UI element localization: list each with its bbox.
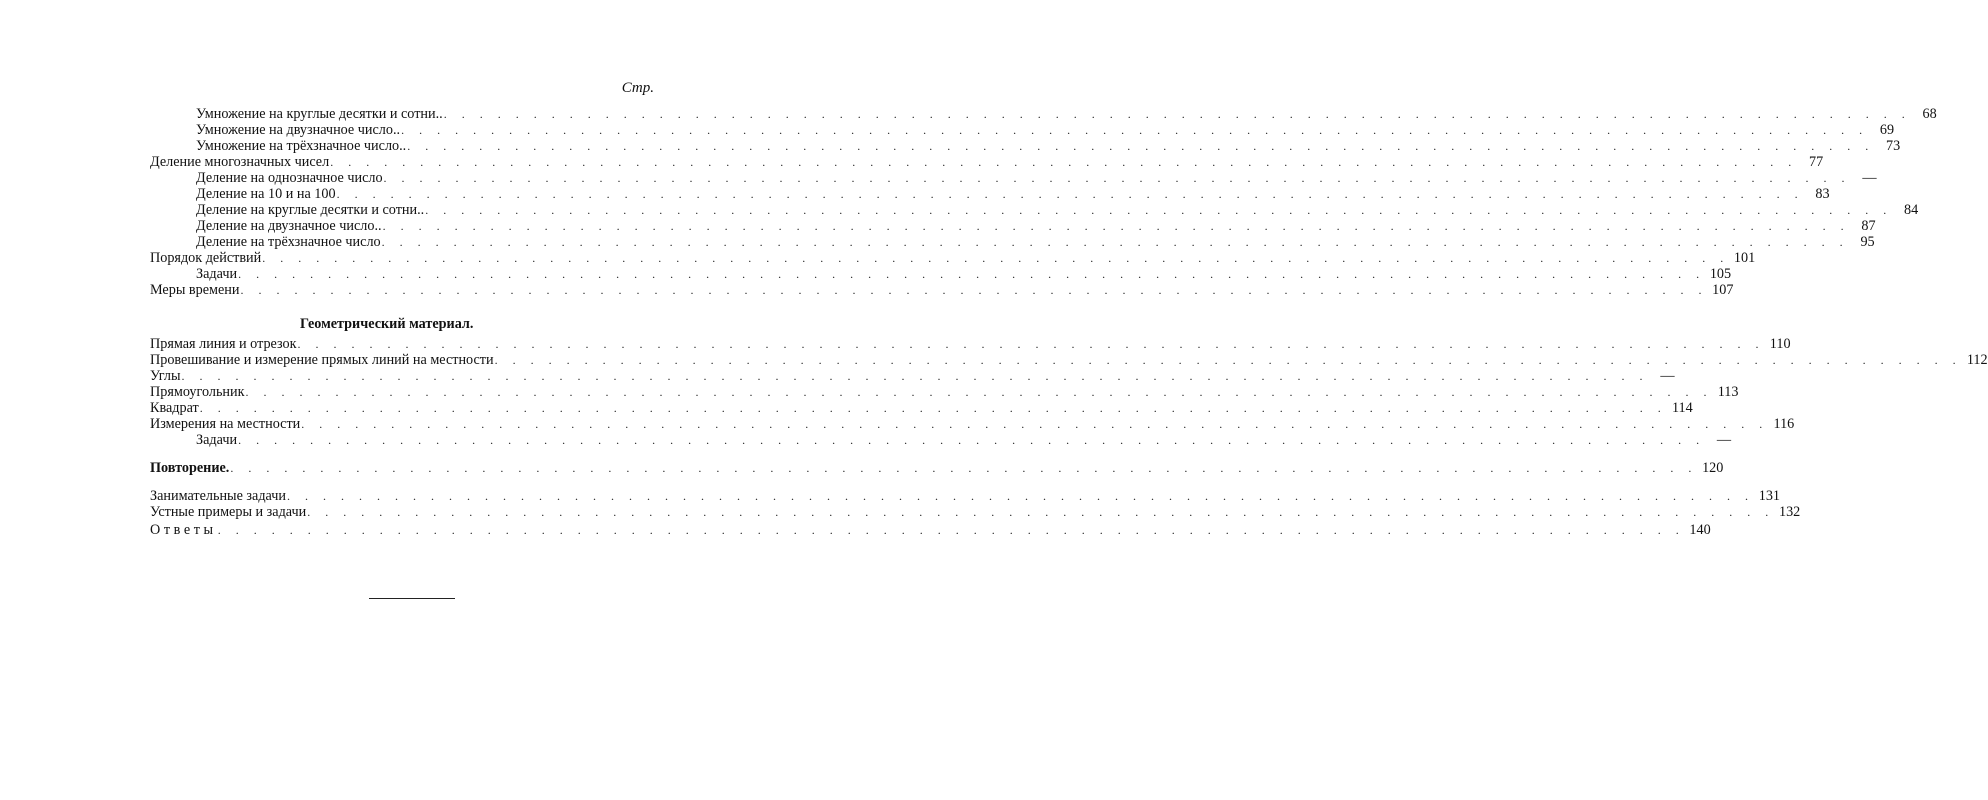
toc-entry-title: Повторение. bbox=[150, 460, 230, 476]
toc-entry bbox=[150, 352, 1988, 368]
toc-entry-page: 105 bbox=[1709, 266, 1732, 282]
toc-entry bbox=[196, 122, 1895, 138]
dot-leader: . . . . . . . . . . . . . . . . . . . . . . . . . . . . . . . . . . . . . . . . . . . . . . . . . . . . . . . . . . . . . . . . . . . . . . . . . . . . . . . . . . bbox=[245, 385, 1713, 399]
toc-entry bbox=[150, 282, 1734, 298]
dot-leader: . . . . . . . . . . . . . . . . . . . . . . . . . . . . . . . . . . . . . . . . . . . . . . . . . . . . . . . . . . . . . . . . . . . . . . . . . . . . . . . . . . bbox=[181, 369, 1649, 383]
dot-leader: . . . . . . . . . . . . . . . . . . . . . . . . . . . . . . . . . . . . . . . . . . . . . . . . . . . . . . . . . . . . . . . . . . . . . . . . . . . . . . . . . . bbox=[383, 171, 1851, 185]
toc-entry-page: 112 bbox=[1966, 352, 1988, 368]
toc-entry bbox=[196, 202, 1919, 218]
dot-leader: . . . . . . . . . . . . . . . . . . . . . . . . . . . . . . . . . . . . . . . . . . . . . . . . . . . . . . . . . . . . . . . . . . . . . . . . . . . . . . . . . . bbox=[336, 187, 1804, 201]
toc-entry-title: Деление многозначных чисел bbox=[150, 154, 330, 170]
toc-entry-page: 140 bbox=[1689, 522, 1711, 538]
toc-entry bbox=[150, 154, 1824, 170]
toc-entry bbox=[196, 266, 1732, 282]
toc-entry-title: Деление на однозначное число bbox=[196, 170, 383, 186]
section-heading: Геометрический материал. bbox=[300, 316, 474, 332]
dot-leader: . . . . . . . . . . . . . . . . . . . . . . . . . . . . . . . . . . . . . . . . . . . . . . . . . . . . . . . . . . . . . . . . . . . . . . . . . . . . . . . . . . bbox=[407, 139, 1875, 153]
toc-entry-title: Умножение на круглые десятки и сотни.. bbox=[196, 106, 443, 122]
toc-entry-title: Порядок действий bbox=[150, 250, 262, 266]
toc-entry-page: 107 bbox=[1712, 282, 1734, 298]
toc-entry bbox=[196, 432, 1732, 448]
toc-entry bbox=[196, 170, 1877, 186]
toc-entry-page: 73 bbox=[1886, 138, 1901, 154]
toc-entry-title: Меры времени bbox=[150, 282, 240, 298]
dot-leader: . . . . . . . . . . . . . . . . . . . . . . . . . . . . . . . . . . . . . . . . . . . . . . . . . . . . . . . . . . . . . . . . . . . . . . . . . . . . . . . . . . bbox=[425, 203, 1893, 217]
toc-entry-title: Углы bbox=[150, 368, 181, 384]
dot-leader: . . . . . . . . . . . . . . . . . . . . . . . . . . . . . . . . . . . . . . . . . . . . . . . . . . . . . . . . . . . . . . . . . . . . . . . . . . . . . . . . . . bbox=[494, 353, 1962, 367]
toc-entry-title: Прямая линия и отрезок bbox=[150, 336, 297, 352]
toc-entry-page: 110 bbox=[1769, 336, 1791, 352]
toc-entry-page: 132 bbox=[1778, 504, 1801, 520]
end-separator-line bbox=[369, 598, 455, 599]
toc-entry bbox=[196, 138, 1901, 154]
toc-entry bbox=[150, 460, 1724, 476]
toc-entry-page: 84 bbox=[1904, 202, 1919, 218]
toc-entry bbox=[150, 416, 1795, 432]
toc-entry bbox=[150, 384, 1739, 400]
toc-entry-title: Деление на трёхзначное число bbox=[196, 234, 381, 250]
toc-entry-page: 101 bbox=[1733, 250, 1756, 266]
dot-leader: . . . . . . . . . . . . . . . . . . . . . . . . . . . . . . . . . . . . . . . . . . . . . . . . . . . . . . . . . . . . . . . . . . . . . . . . . . . . . . . . . . bbox=[382, 219, 1850, 233]
toc-entry-title: Провешивание и измерение прямых линий на местности bbox=[150, 352, 494, 368]
dot-leader: . . . . . . . . . . . . . . . . . . . . . . . . . . . . . . . . . . . . . . . . . . . . . . . . . . . . . . . . . . . . . . . . . . . . . . . . . . . . . . . . . . bbox=[262, 251, 1730, 265]
dot-leader: . . . . . . . . . . . . . . . . . . . . . . . . . . . . . . . . . . . . . . . . . . . . . . . . . . . . . . . . . . . . . . . . . . . . . . . . . . . . . . . . . . bbox=[330, 155, 1798, 169]
dot-leader: . . . . . . . . . . . . . . . . . . . . . . . . . . . . . . . . . . . . . . . . . . . . . . . . . . . . . . . . . . . . . . . . . . . . . . . . . . . . . . . . . . bbox=[240, 283, 1708, 297]
toc-entry bbox=[150, 400, 1693, 416]
toc-entry bbox=[150, 488, 1780, 504]
toc-entry-page: 83 bbox=[1815, 186, 1830, 202]
toc-entry bbox=[150, 522, 1711, 538]
toc-entry bbox=[196, 106, 1937, 122]
toc-entry-page: 116 bbox=[1773, 416, 1795, 432]
dot-leader: . . . . . . . . . . . . . . . . . . . . . . . . . . . . . . . . . . . . . . . . . . . . . . . . . . . . . . . . . . . . . . . . . . . . . . . . . . . . . . . . . . bbox=[217, 523, 1685, 537]
toc-entry-page: — bbox=[1862, 170, 1877, 186]
toc-entry-title: Прямоугольник bbox=[150, 384, 245, 400]
dot-leader: . . . . . . . . . . . . . . . . . . . . . . . . . . . . . . . . . . . . . . . . . . . . . . . . . . . . . . . . . . . . . . . . . . . . . . . . . . . . . . . . . . bbox=[401, 123, 1869, 137]
dot-leader: . . . . . . . . . . . . . . . . . . . . . . . . . . . . . . . . . . . . . . . . . . . . . . . . . . . . . . . . . . . . . . . . . . . . . . . . . . . . . . . . . . bbox=[297, 337, 1765, 351]
dot-leader: . . . . . . . . . . . . . . . . . . . . . . . . . . . . . . . . . . . . . . . . . . . . . . . . . . . . . . . . . . . . . . . . . . . . . . . . . . . . . . . . . . bbox=[199, 401, 1667, 415]
toc-entry-page: 131 bbox=[1758, 488, 1780, 504]
toc-entry bbox=[196, 218, 1876, 234]
toc-entry bbox=[150, 504, 1801, 520]
dot-leader: . . . . . . . . . . . . . . . . . . . . . . . . . . . . . . . . . . . . . . . . . . . . . . . . . . . . . . . . . . . . . . . . . . . . . . . . . . . . . . . . . . bbox=[381, 235, 1849, 249]
dot-leader: . . . . . . . . . . . . . . . . . . . . . . . . . . . . . . . . . . . . . . . . . . . . . . . . . . . . . . . . . . . . . . . . . . . . . . . . . . . . . . . . . . bbox=[301, 417, 1769, 431]
toc-entry-title: Квадрат bbox=[150, 400, 199, 416]
toc-entry-page: — bbox=[1716, 432, 1732, 448]
toc-entry-page: 113 bbox=[1717, 384, 1739, 400]
toc-entry-page: 68 bbox=[1922, 106, 1937, 122]
dot-leader: . . . . . . . . . . . . . . . . . . . . . . . . . . . . . . . . . . . . . . . . . . . . . . . . . . . . . . . . . . . . . . . . . . . . . . . . . . . . . . . . . . bbox=[443, 107, 1911, 121]
dot-leader: . . . . . . . . . . . . . . . . . . . . . . . . . . . . . . . . . . . . . . . . . . . . . . . . . . . . . . . . . . . . . . . . . . . . . . . . . . . . . . . . . . bbox=[307, 505, 1775, 519]
dot-leader: . . . . . . . . . . . . . . . . . . . . . . . . . . . . . . . . . . . . . . . . . . . . . . . . . . . . . . . . . . . . . . . . . . . . . . . . . . . . . . . . . . bbox=[238, 267, 1706, 281]
toc-entry-page: 114 bbox=[1671, 400, 1693, 416]
toc-entry-page: 95 bbox=[1860, 234, 1875, 250]
toc-entry-page: 120 bbox=[1702, 460, 1724, 476]
toc-entry-page: 69 bbox=[1879, 122, 1895, 138]
toc-entry-title: Занимательные задачи bbox=[150, 488, 286, 504]
toc-entry-page: 87 bbox=[1861, 218, 1876, 234]
toc-entry-page: — bbox=[1660, 368, 1675, 384]
dot-leader: . . . . . . . . . . . . . . . . . . . . . . . . . . . . . . . . . . . . . . . . . . . . . . . . . . . . . . . . . . . . . . . . . . . . . . . . . . . . . . . . . . bbox=[287, 489, 1754, 503]
toc-entry-title: Умножение на трёхзначное число.. bbox=[196, 138, 407, 154]
toc-entry-title: Задачи bbox=[196, 266, 238, 282]
toc-entry-page: 77 bbox=[1809, 154, 1824, 170]
toc-entry-title: Умножение на двузначное число.. bbox=[196, 122, 401, 138]
toc-entry-title: Ответы bbox=[150, 522, 217, 538]
toc-entry-title: Устные примеры и задачи bbox=[150, 504, 307, 520]
toc-entry-title: Деление на 10 и на 100 bbox=[196, 186, 336, 202]
page-column-label: Стр. bbox=[621, 80, 654, 96]
toc-entry-title: Деление на двузначное число.. bbox=[196, 218, 382, 234]
toc-entry-title: Деление на круглые десятки и сотни.. bbox=[196, 202, 425, 218]
toc-entry bbox=[196, 186, 1830, 202]
toc-entry bbox=[150, 250, 1756, 266]
dot-leader: . . . . . . . . . . . . . . . . . . . . . . . . . . . . . . . . . . . . . . . . . . . . . . . . . . . . . . . . . . . . . . . . . . . . . . . . . . . . . . . . . . bbox=[238, 433, 1706, 447]
toc-entry bbox=[150, 336, 1791, 352]
toc-entry bbox=[150, 368, 1675, 384]
dot-leader: . . . . . . . . . . . . . . . . . . . . . . . . . . . . . . . . . . . . . . . . . . . . . . . . . . . . . . . . . . . . . . . . . . . . . . . . . . . . . . . . . . bbox=[230, 461, 1698, 475]
toc-entry bbox=[196, 234, 1875, 250]
toc-entry-title: Задачи bbox=[196, 432, 238, 448]
toc-entry-title: Измерения на местности bbox=[150, 416, 301, 432]
